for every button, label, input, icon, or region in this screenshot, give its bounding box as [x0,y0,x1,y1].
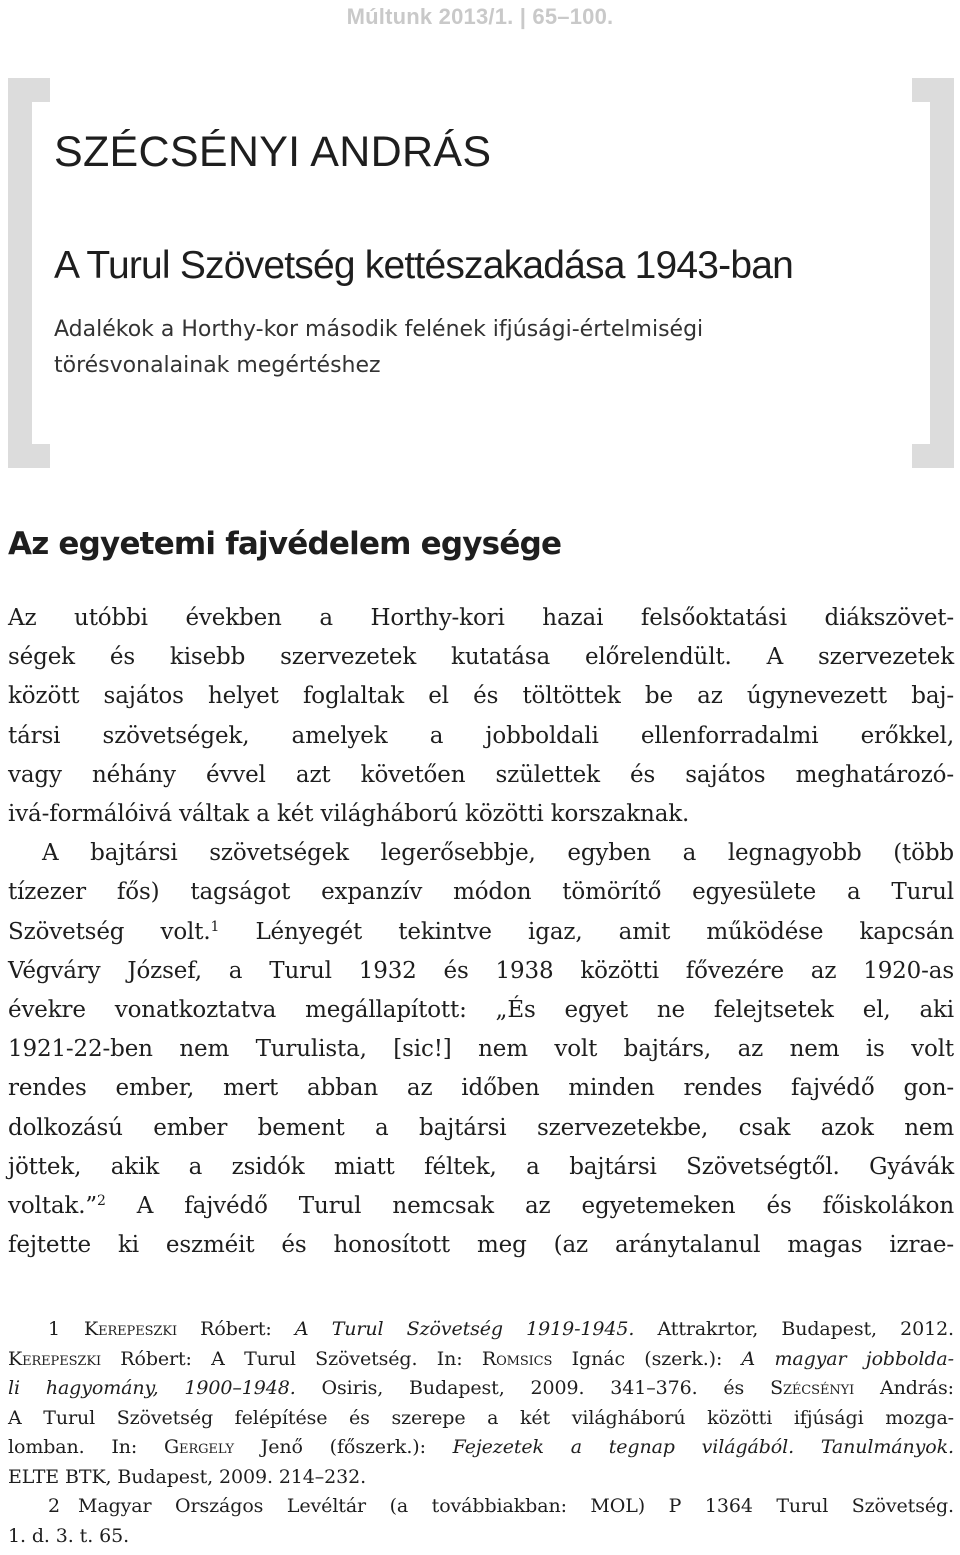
author-name: Kerepeszki [84,1318,177,1340]
body-fragment: voltak.” [8,1193,97,1220]
footnote-text: Magyar Országos Levéltár (a továbbiakban: MOL) P 1364 Turul Szövetség. [78,1495,954,1517]
body-line: között sajátos helyet foglaltak el és töltöttek be az úgynevezett baj- [8,683,954,710]
body-fragment: Lényegét tekintve igaz, amit működése kapcsán [219,918,954,945]
body-line: tízezer fős) tagságot expanzív módon tömörítő egyesülete a Turul [8,879,954,906]
body-line: vagy néhány évvel azt követően születtek és sajátos meghatározó- [8,761,954,788]
body-line: dolkozású ember bement a bajtársi szervezetekbe, csak azok nem [8,1114,954,1141]
article-title: A Turul Szövetség kettészakadása 1943-ban [54,244,794,287]
footnote-line: A Turul Szövetség felépítése és szerepe a két világháború közötti ifjúsági mozga- [8,1406,954,1429]
body-line: Végváry József, a Turul 1932 és 1938 közötti fővezére az 1920-as [8,957,954,984]
footnote-line: 1. d. 3. t. 65. [8,1524,130,1547]
footnotes [8,1315,954,1551]
footnote-text: Jenő (főszerk.): [234,1436,453,1458]
book-title: li hagyomány, 1900–1948. [8,1377,296,1399]
body-line: ségek és kisebb szervezetek kutatása előrelendült. A szervezetek [8,644,954,671]
footnote-number: 2 [48,1495,60,1517]
subtitle-line: Adalékok a Horthy-kor második felének ifjúsági-értelmiségi [54,317,704,342]
left-bracket-decoration [8,78,50,468]
body-text [8,599,954,1265]
author-name: Szécsényi [770,1377,855,1399]
book-title: A Turul Szövetség 1919-1945. [294,1318,635,1340]
footnote-line [8,1345,954,1375]
subtitle-line: törésvonalainak megértéshez [54,353,381,378]
body-line [8,913,954,952]
running-head: Múltunk 2013/1. | 65–100. [346,4,614,29]
body-fragment: A fajvédő Turul nemcsak az egyetemeken és főiskolákon [105,1193,954,1220]
footnote-text: Osiris, Budapest, 2009. 341–376. és [295,1377,771,1399]
book-title: Fejezetek a tegnap világából. Tanulmányok. [452,1436,955,1458]
body-fragment: Szövetség volt. [8,918,211,945]
footnote-text: Attrakrtor, Budapest, 2012. [634,1318,955,1340]
body-line: ivá-formálóivá váltak a két világháború közötti korszaknak. [8,801,690,828]
body-line: rendes ember, mert abban az időben minden rendes fajvédő gon- [8,1075,954,1102]
footnote-text: Róbert: [177,1318,295,1340]
body-line: évekre vonatkoztatva megállapított: „És egyet ne felejtsetek el, aki [8,997,954,1024]
body-line: fejtette ki eszméit és honosított meg (az aránytalanul magas izrae- [8,1232,954,1259]
footnote-number: 1 [48,1318,60,1340]
footnote-line: ELTE BTK, Budapest, 2009. 214–232. [8,1465,367,1488]
right-bracket-decoration [912,78,954,468]
article-subtitle [54,312,874,384]
footnote-2 [8,1492,954,1522]
footnote-text: Ignác (szerk.): [552,1347,742,1370]
section-heading: Az egyetemi fajvédelem egysége [8,526,562,562]
author-name: Gergely [163,1436,234,1458]
footnote-text: András: [854,1377,954,1399]
body-line: A bajtársi szövetségek legerősebbje, egyben a legnagyobb (több [42,840,954,867]
author-name: SZÉCSÉNYI ANDRÁS [54,128,492,176]
body-line [8,1187,954,1226]
footnote-line [8,1374,954,1404]
book-title: A magyar jobbolda- [741,1347,954,1370]
footnote-1 [8,1315,954,1345]
footnote-text: Róbert: A Turul Szövetség. In: [101,1347,482,1370]
author-name: Romsics [481,1347,553,1370]
footnote-ref[interactable]: 2 [96,1193,106,1210]
body-line: Az utóbbi években a Horthy-kori hazai felsőoktatási diákszövet- [8,605,954,631]
author-name: Kerepeszki [8,1347,101,1370]
body-line: 1921-22-ben nem Turulista, [sic!] nem volt bajtárs, az nem is volt [8,1036,954,1063]
footnote-line [8,1433,954,1463]
footnote-ref[interactable]: 1 [210,918,220,935]
body-line: jöttek, akik a zsidók miatt féltek, a bajtársi Szövetségtől. Gyávák [8,1153,954,1180]
footnote-text: lomban. In: [8,1436,164,1458]
body-line: társi szövetségek, amelyek a jobboldali ellenforradalmi erőkkel, [8,722,954,749]
